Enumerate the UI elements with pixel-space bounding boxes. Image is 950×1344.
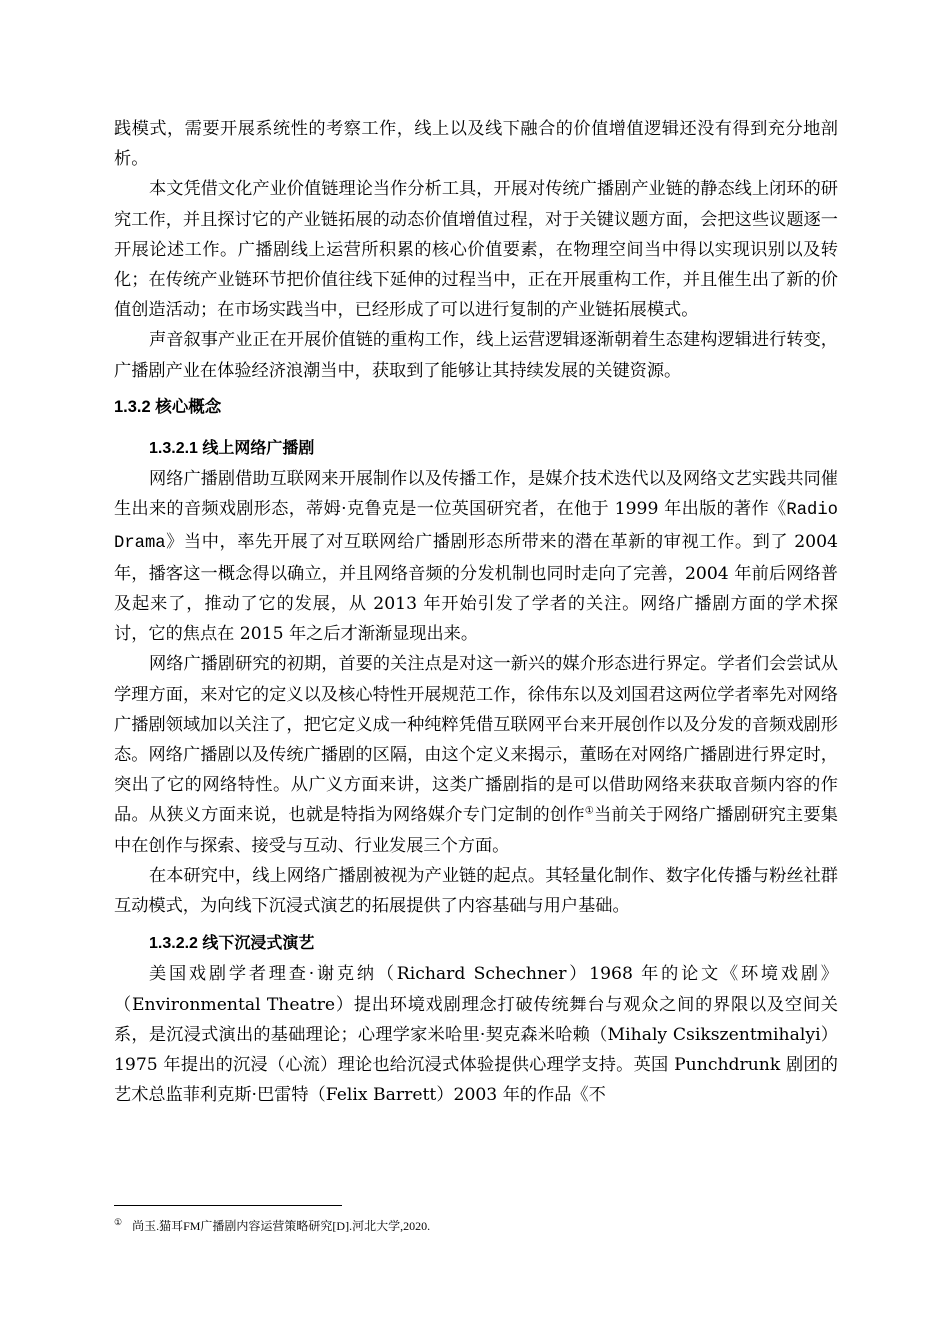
subsection-heading-immersive-performance: 1.3.2.2 线下沉浸式演艺 <box>149 935 315 953</box>
book-title-latin: Radio Drama <box>114 501 838 553</box>
footnote <box>114 1213 838 1235</box>
section-heading-core-concepts: 1.3.2 核心概念 <box>114 397 222 416</box>
footnote-marker: ① <box>114 1217 123 1227</box>
footnote-reference[interactable]: ① <box>584 805 595 817</box>
subsection-heading-online-radio-drama: 1.3.2.1 线上网络广播剧 <box>149 440 315 458</box>
paragraph-method: 本文凭借文化产业价值链理论当作分析工具，开展对传统广播剧产业链的静态线上闭环的研究工作，并且探讨它的产业链拓展的动态价值增值过程，对于关键议题方面，会把这些议题逐一开展论述工作。广播剧线上运营所积累的核心价值要素，在物理空间当中得以实现识别以及转化；在传统产业链环节把价值往线下延伸的过程当中，正在开展重构工作，并且催生出了新的价值创造活动；在市场实践当中，已经形成了可以进行复制的产业链拓展模式。 <box>114 179 838 321</box>
text-run: 当前关于网络广播剧研究主要集中在创作与探索、接受与互动、行业发展三个方面。 <box>114 805 838 856</box>
text-run: 》当中，率先开展了对互联网给广播剧形态所带来的潜在革新的审视工作。到了 2004 年，播客这一概念得以确立，并且网络音频的分发机制也同时走向了完善，2004 年前后网络普及起来了，推动了它的发展，从 2013 年开始引发了学者的关注。网络广播剧方面的学术探讨，它的焦点在 2015 年之后才渐渐显现出来。 <box>114 531 838 645</box>
paragraph-online-drama-history <box>114 464 838 649</box>
paragraph-online-drama-role: 在本研究中，线上网络广播剧被视为产业链的起点。其轻量化制作、数字化传播与粉丝社群互动模式，为向线下沉浸式演艺的拓展提供了内容基础与用户基础。 <box>114 865 838 917</box>
text-run: 网络广播剧研究的初期，首要的关注点是对这一新兴的媒介形态进行界定。学者们会尝试从学理方面，来对它的定义以及核心特性开展规范工作，徐伟东以及刘国君这两位学者率先对网络广播剧领域加以关注了，把它定义成一种纯粹凭借互联网平台来开展创作以及分发的音频戏剧形态。网络广播剧以及传统广播剧的区隔，由这个定义来揭示，董旸在对网络广播剧进行界定时，突出了它的网络特性。从广义方面来讲，这类广播剧指的是可以借助网络来获取音频内容的作品。从狭义方面来说，也就是特指为网络媒介专门定制的创作 <box>114 654 838 826</box>
paragraph-online-drama-definition <box>114 649 838 860</box>
footnote-text: 尚玉.猫耳FM广播剧内容运营策略研究[D].河北大学,2020. <box>132 1219 431 1233</box>
text-run: 网络广播剧借助互联网来开展制作以及传播工作，是媒介技术迭代以及网络文艺实践共同催生出来的音频戏剧形态，蒂姆·克鲁克是一位英国研究者，在他于 1999 年出版的著作《 <box>114 469 838 520</box>
paragraph-continuation: 践模式，需要开展系统性的考察工作，线上以及线下融合的价值增值逻辑还没有得到充分地剖析。 <box>114 119 838 170</box>
paragraph-sound-narrative: 声音叙事产业正在开展价值链的重构工作，线上运营逻辑逐渐朝着生态建构逻辑进行转变，广播剧产业在体验经济浪潮当中，获取到了能够让其持续发展的关键资源。 <box>114 330 838 381</box>
document-body <box>114 114 838 1111</box>
footnote-separator <box>114 1205 342 1206</box>
paragraph-immersive-theory: 美国戏剧学者理查·谢克纳（Richard Schechner）1968 年的论文《环境戏剧》（Environmental Theatre）提出环境戏剧理念打破传统舞台与观众之间的界限以及空间关系，是沉浸式演出的基础理论；心理学家米哈里·契克森米哈赖（Mihaly Csikszentmihalyi）1975 年提出的沉浸（心流）理论也给沉浸式体验提供心理学支持。英国 Punchdrunk 剧团的艺术总监菲利克斯·巴雷特（Felix Barrett）2003 年的作品《不 <box>114 964 838 1106</box>
